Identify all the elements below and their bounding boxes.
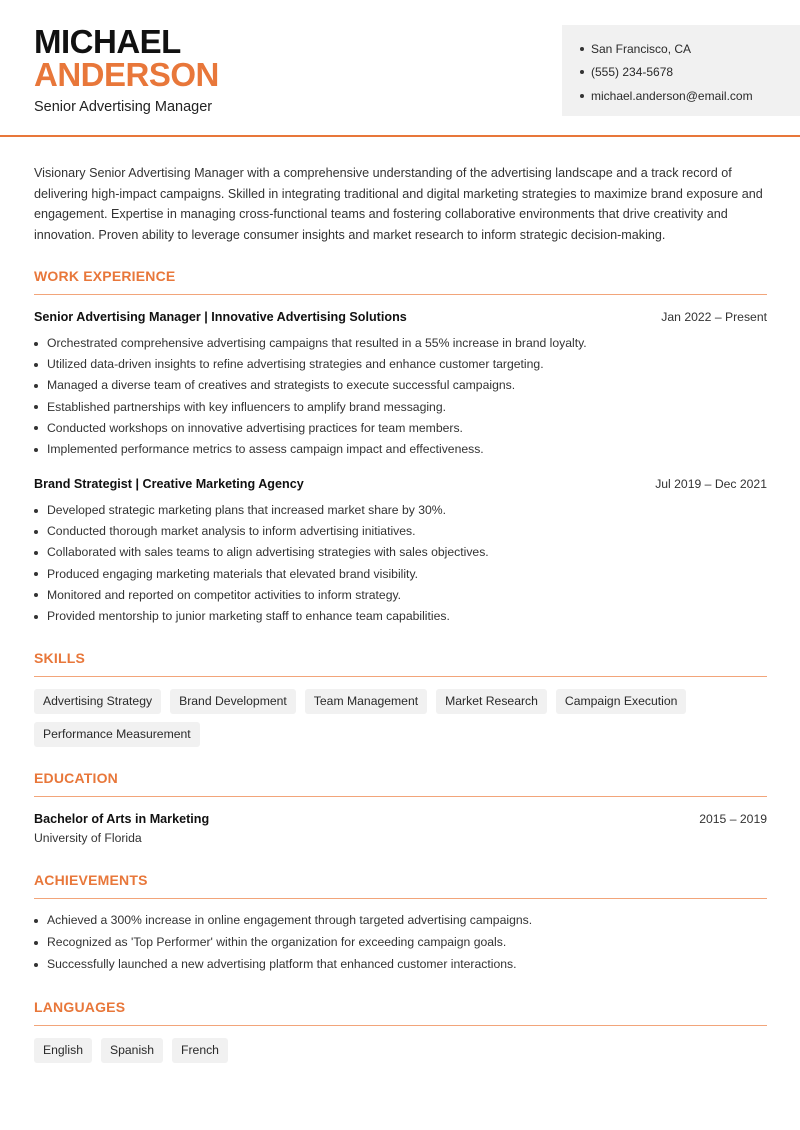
first-name: MICHAEL [34,23,181,60]
bullet-icon [580,70,584,74]
job-bullets [34,500,767,627]
bullet-icon [34,919,38,923]
list-item [34,954,767,975]
list-item [34,521,767,542]
section-divider [34,676,767,677]
bullet-icon [34,615,38,619]
section-divider [34,294,767,295]
bullet-text: Monitored and reported on competitor activities to inform strategy. [47,587,402,602]
skill-chip: Brand Development [170,689,296,714]
bullet-text: Provided mentorship to junior marketing staff to enhance team capabilities. [47,608,450,623]
bullet-icon [34,941,38,945]
bullet-text: Achieved a 300% increase in online engagement through targeted advertising campaigns. [47,913,533,927]
bullet-icon [34,530,38,534]
section-divider [34,898,767,899]
skill-chip: Market Research [436,689,547,714]
languages-list [34,1038,767,1063]
skill-chip: Team Management [305,689,427,714]
contact-location [580,37,800,61]
contact-phone-text: (555) 234-5678 [591,65,674,80]
bullet-text: Produced engaging marketing materials that elevated brand visibility. [47,566,419,581]
list-item [34,910,767,931]
languages-heading: LANGUAGES [34,999,126,1015]
bullet-text: Successfully launched a new advertising platform that enhanced customer interactions. [47,957,517,972]
bullet-text: Orchestrated comprehensive advertising campaigns that resulted in a 55% increase in brand loyalty. [47,336,587,350]
list-item [34,542,767,563]
job-dates: Jul 2019 – Dec 2021 [655,477,767,491]
job-dates: Jan 2022 – Present [661,310,767,324]
work-experience-heading: WORK EXPERIENCE [34,268,176,284]
bullet-icon [34,572,38,576]
contact-phone [580,61,800,85]
job-bullets [34,333,767,460]
education-years: 2015 – 2019 [699,812,767,826]
education-heading: EDUCATION [34,770,118,786]
contact-location-text: San Francisco, CA [591,41,692,56]
school: University of Florida [34,831,142,845]
language-chip: Spanish [101,1038,163,1063]
list-item [34,418,767,439]
bullet-icon [34,448,38,452]
bullet-icon [34,426,38,430]
contact-box [562,25,800,116]
education-header [34,812,767,826]
achievement-bullets [34,910,767,975]
list-item [34,606,767,627]
contact-email[interactable] [580,84,800,108]
bullet-text: Conducted thorough market analysis to inform advertising initiatives. [47,524,416,539]
list-item [34,439,767,460]
bullet-text: Conducted workshops on innovative advertising practices for team members. [47,420,463,435]
achievements-heading: ACHIEVEMENTS [34,872,148,888]
bullet-icon [34,342,38,346]
bullet-icon [34,593,38,597]
bullet-icon [34,405,38,409]
list-item [34,375,767,396]
list-item [34,931,767,954]
skill-chip: Performance Measurement [34,722,200,747]
list-item [34,564,767,585]
section-divider [34,1025,767,1026]
job-header [34,310,767,324]
job-title: Senior Advertising Manager [34,99,213,115]
bullet-text: Collaborated with sales teams to align advertising strategies with sales objectives. [47,545,489,560]
skill-chip: Campaign Execution [556,689,686,714]
list-item [34,585,767,606]
profile-summary: Visionary Senior Advertising Manager with a comprehensive understanding of the advertising landscape and a track record of delivering high-impact campaigns. Skilled in integrating traditional and digital marketing strategies to maximize brand exposure and engagement. Expertise in managing cross-functional teams and fostering collaborative environments that drive creativity and innovation. Proven ability to leverage consumer insights and market research to inform strategic decision-making. [34,166,763,243]
last-name: ANDERSON [34,56,219,93]
language-chip: English [34,1038,92,1063]
job-role: Brand Strategist | Creative Marketing Agency [34,477,304,491]
bullet-text: Developed strategic marketing plans that increased market share by 30%. [47,503,447,517]
bullet-icon [580,94,584,98]
bullet-icon [34,363,38,367]
language-chip: French [172,1038,228,1063]
bullet-text: Managed a diverse team of creatives and strategists to execute successful campaigns. [47,378,516,393]
bullet-text: Implemented performance metrics to assess campaign impact and effectiveness. [47,441,484,456]
resume-header [0,0,800,137]
bullet-icon [34,384,38,388]
list-item [34,397,767,418]
bullet-text: Recognized as 'Top Performer' within the organization for exceeding campaign goals. [47,935,507,950]
bullet-icon [34,509,38,513]
skills-list [34,689,767,747]
bullet-text: Utilized data-driven insights to refine advertising strategies and enhance customer targeting. [47,357,544,372]
bullet-icon [34,963,38,967]
job-role: Senior Advertising Manager | Innovative Advertising Solutions [34,310,407,324]
bullet-icon [580,47,584,51]
contact-email-text[interactable]: michael.anderson@email.com [591,88,753,103]
skills-heading: SKILLS [34,650,85,666]
section-divider [34,796,767,797]
list-item [34,500,767,521]
job-header [34,477,767,491]
list-item [34,333,767,354]
list-item [34,354,767,375]
bullet-icon [34,551,38,555]
skill-chip: Advertising Strategy [34,689,161,714]
bullet-text: Established partnerships with key influencers to amplify brand messaging. [47,399,447,414]
degree: Bachelor of Arts in Marketing [34,812,210,826]
